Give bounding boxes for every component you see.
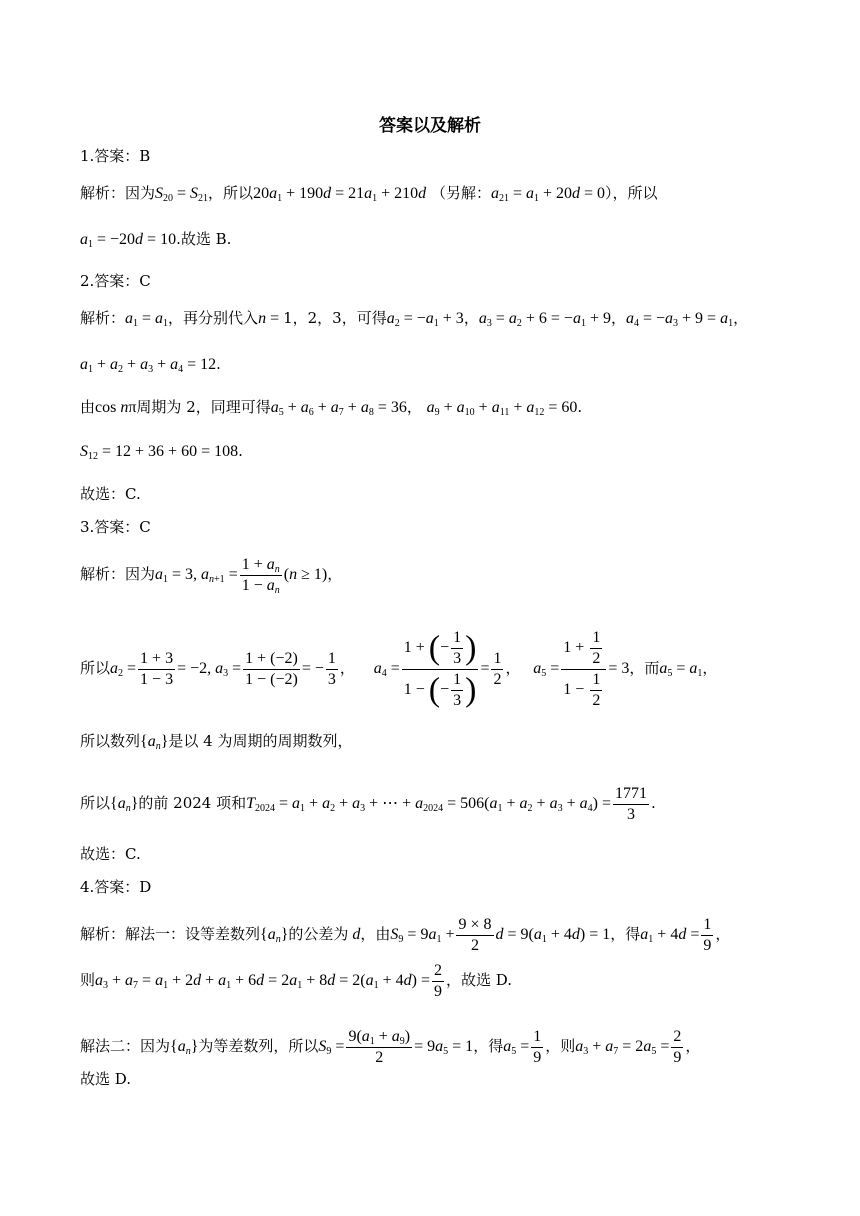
q4-choose-d: 故选 D. xyxy=(461,971,513,990)
q4-common-diff: 的公差为 xyxy=(288,925,349,944)
q3-answer: 3.答案：C xyxy=(80,518,151,536)
q1-alt-close: ），所以 xyxy=(605,184,658,202)
q3-analysis-line-3: 所以数列$\{a_n\}$是以 4 为周期的周期数列， xyxy=(80,732,353,752)
q4-method1: 解析：解法一：设等差数列 xyxy=(80,925,261,944)
q2-analysis-prefix: 解析： xyxy=(80,309,126,327)
q4-answer: 4.答案：D xyxy=(80,878,152,896)
q3-so-word: 所以 xyxy=(80,659,111,678)
q4-then-word: 则 xyxy=(80,971,96,990)
q4-get-word: 得 xyxy=(625,925,641,944)
page-title: 答案以及解析 xyxy=(379,116,481,136)
q1-analysis-prefix: 解析：因为 xyxy=(80,184,156,202)
q3-periodic-text: 是以 4 为周期的周期数列， xyxy=(168,732,353,750)
q2-analysis-line-2: $a_1 + a_2 + a_3 + a_4 = 12$. xyxy=(80,355,221,375)
q1-analysis-line-2: $a_1 = -20d = 10$.故选 B. xyxy=(80,230,232,250)
q3-analysis-line-1: 解析：因为$a_1 = 3$, $a_{n+1}$ = $\frac{1 + a_n}{1 - a_n}$ (n ≥ 1)， xyxy=(80,556,343,596)
q2-period-text: 周期为 2，同理可得 xyxy=(136,398,271,416)
q1-so-word: ，所以 xyxy=(208,184,254,202)
q4-method-1-line-1: 解析：解法一：设等差数列$\{a_n\}$的公差为 d，由$S_9 = 9a_1$ + $\frac{9 \times 8}{2}$ $d = 9(a_1 + 4d) = 1$，得$a_1 + 4d$ = $\frac{1}{9}$ ， xyxy=(80,916,731,954)
q4-conclude: 故选 D. xyxy=(80,1070,132,1088)
q2-conclude: 故选：C. xyxy=(80,485,141,503)
q2-analysis-line-1: 解析：$a_1 = a_1$，再分别代入n = 1，2，3，可得$a_2 = -a_1 + 3$，$a_3 = a_2 + 6 = -a_1 + 9$，$a_4 = -a_3 + 9 = a_1$， xyxy=(80,309,749,329)
q4-method-1-line-2: 则$a_3 + a_7 = a_1 + 2d + a_1 + 6d = 2a_1 + 8d = 2(a_1 + 4d)$ = $\frac{2}{9}$ ，故选 D. xyxy=(80,962,513,1000)
q2-analysis-line-3: 由cos nπ周期为 2，同理可得$a_5 + a_6 + a_7 + a_8 = 36$， $a_9 + a_{10} + a_{11} + a_{12} = 60$. xyxy=(80,398,583,418)
q1-conclude: .故选 B. xyxy=(176,230,232,248)
q2-analysis-line-4: $S_{12} = 12 + 36 + 60 = 108$. xyxy=(80,442,243,462)
q1-alt-open: （另解： xyxy=(430,184,491,202)
q4-method2: 解法二：因为 xyxy=(80,1037,171,1056)
q3-so-seq-2: 所以 xyxy=(80,794,111,813)
q3-so-seq: 所以数列 xyxy=(80,732,141,750)
q2-answer: 2.答案：C xyxy=(80,272,151,290)
q4-is-arith: 为等差数列，所以 xyxy=(198,1037,319,1056)
q3-analysis-prefix: 解析：因为 xyxy=(80,565,156,584)
q1-analysis-line-1: 解析：因为$S_{20} = S_{21}$，所以$20a_1 + 190d = 21a_1 + 210d$ （另解：$a_{21} = a_1 + 20d = 0$），所以 xyxy=(80,184,658,204)
q4-by-word: ，由 xyxy=(360,925,391,944)
q3-analysis-line-2: 所以$a_2$ = $\frac{1 + 3}{1 - 3}$ = −2, $a_3$ = $\frac{1 + (-2)}{1 - (-2)}$ = − $\frac{1}{3}$ ， $a_4$ = 1 + (− $\frac{1}{3}$ ) 1 − (− $\frac{1}{3}$ ) = $\frac{1}{2}$ ， $a_5$ = 1 + $\frac{1}{2}$ 1 − $\frac{1}{2}$ = 3，而$a_5 = a_1$， xyxy=(80,629,718,709)
q2-then-sub: ，再分别代入 xyxy=(168,309,259,327)
q3-conclude: 故选：C. xyxy=(80,845,141,863)
q2-n-values: 1，2，3，可得 xyxy=(283,309,387,327)
q3-first-terms: 的前 2024 项和 xyxy=(138,794,247,813)
q3-analysis-line-4: 所以$\{a_n\}$的前 2024 项和$T_{2024} = a_1 + a_2 + a_3$ + ⋯ + $a_{2024} = 506(a_1 + a_2 + a_3 + a_4)$ = $\frac{1771}{3}$ . xyxy=(80,785,656,823)
q4-method-2-line-1: 解法二：因为$\{a_n\}$为等差数列，所以$S_9$ = $\frac{9(a_1 + a_9)}{2}$ = $9a_5 = 1$，得$a_5$ = $\frac{1}{9}$ ，则$a_3 + a_7 = 2a_5$ = $\frac{2}{9}$ ， xyxy=(80,1028,701,1066)
q1-answer: 1.答案：B xyxy=(80,147,151,165)
q3-and-word: 而 xyxy=(644,659,660,678)
